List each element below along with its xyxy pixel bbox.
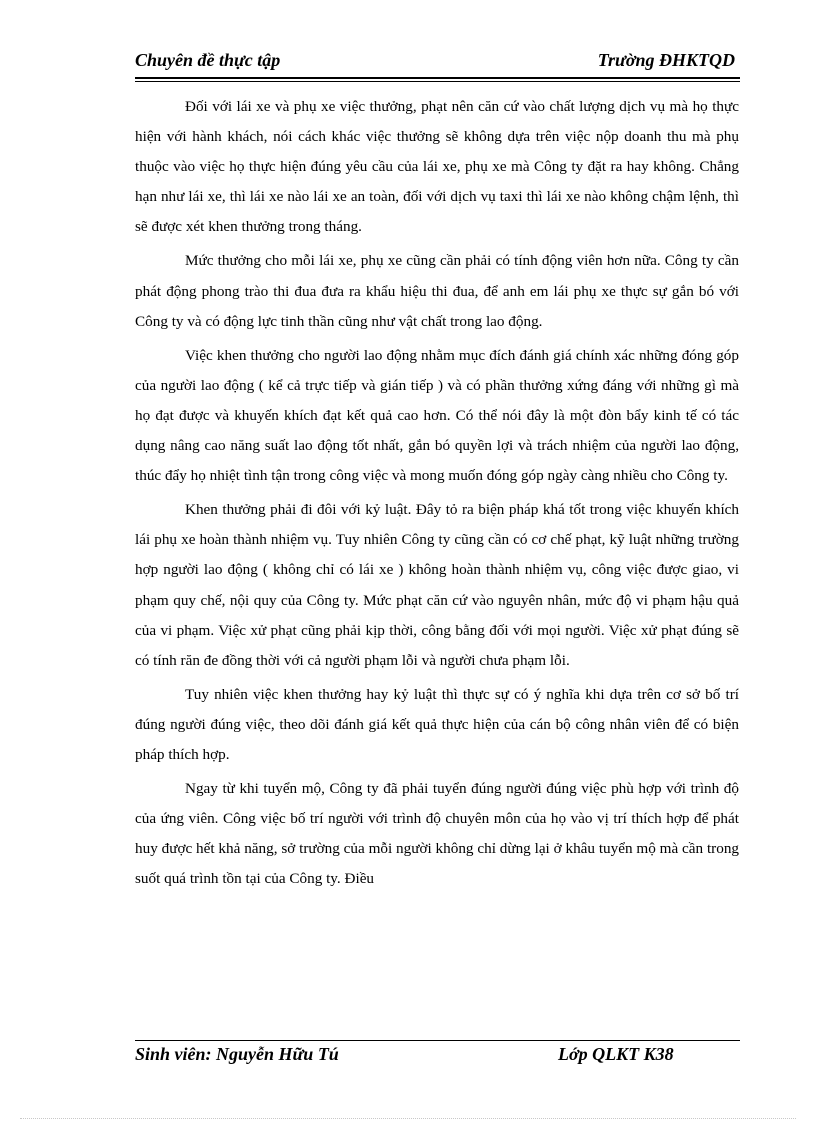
header-divider bbox=[135, 77, 740, 82]
paragraph: Khen thưởng phải đi đôi với kỷ luật. Đây tỏ ra biện pháp khá tốt trong việc khuyến khích lái phụ xe hoàn thành nhiệm vụ. Tuy nhiên Công ty cũng cần có cơ chế phạt, kỹ luật những trường hợp người lao động ( không chỉ có lái xe ) không hoàn thành nhiệm vụ, công việc được giao, vi phạm quy chế, nội quy của Công ty. Mức phạt căn cứ vào nguyên nhân, mức độ vi phạm hậu quả của vi phạm. Việc xử phạt cũng phải kịp thời, công bằng đối với mọi người. Việc xử phạt đúng sẽ có tính răn đe đồng thời với cả người phạm lỗi và người chưa phạm lỗi. bbox=[135, 501, 739, 669]
paragraph: Mức thưởng cho mỗi lái xe, phụ xe cũng cần phải có tính động viên hơn nữa. Công ty cần phát động phong trào thi đua đưa ra khẩu hiệu thi đua, để anh em lái phụ xe thực sự gắn bó với Công ty và có động lực tinh thần cũng như vật chất trong lao động. bbox=[135, 252, 739, 330]
paragraph: Đối với lái xe và phụ xe việc thưởng, phạt nên căn cứ vào chất lượng dịch vụ mà họ thực hiện với hành khách, nói cách khác việc thưởng sẽ không dựa trên việc nộp doanh thu mà phụ thuộc vào việc họ thực hiện đúng yêu cầu của lái xe, phụ xe mà Công ty đặt ra hay không. Chẳng hạn như lái xe, thì lái xe nào lái xe an toàn, đối với dịch vụ taxi thì lái xe nào không chậm lệnh, thì sẽ được xét khen thưởng trong tháng. bbox=[135, 98, 739, 236]
page-footer bbox=[135, 1044, 735, 1066]
footer-divider bbox=[135, 1040, 740, 1041]
footer-student-name: Sinh viên: Nguyễn Hữu Tú bbox=[135, 1044, 339, 1064]
document-body bbox=[135, 92, 739, 898]
header-school-name: Trường ĐHKTQD bbox=[597, 50, 735, 70]
page-header bbox=[135, 50, 735, 72]
paragraph: Ngay từ khi tuyển mộ, Công ty đã phải tuyển đúng người đúng việc phù hợp với trình độ của ứng viên. Công việc bố trí người với trình độ chuyên môn của họ vào vị trí thích hợp để phát huy được hết khả năng, sở trường của mỗi người không chỉ dừng lại ở khâu tuyển mộ mà cần trong suốt quá trình tồn tại của Công ty. Điều bbox=[135, 780, 739, 888]
paragraph: Tuy nhiên việc khen thưởng hay kỷ luật thì thực sự có ý nghĩa khi dựa trên cơ sở bố trí đúng người đúng việc, theo dõi đánh giá kết quả thực hiện của cán bộ công nhân viên để có biện pháp thích hợp. bbox=[135, 685, 739, 763]
header-document-title: Chuyên đề thực tập bbox=[135, 50, 281, 70]
page-boundary bbox=[20, 1118, 796, 1119]
paragraph: Việc khen thưởng cho người lao động nhằm mục đích đánh giá chính xác những đóng góp của người lao động ( kể cả trực tiếp và gián tiếp ) và có phần thưởng xứng đáng với những gì mà họ đạt được và khuyến khích đạt kết quả cao hơn. Có thể nói đây là một đòn bẩy kinh tế có tác dụng nâng cao năng suất lao động tốt nhất, gắn bó quyền lợi và trách nhiệm của người lao động, thúc đẩy họ nhiệt tình tận trong công việc và mong muốn đóng góp ngày càng nhiều cho Công ty. bbox=[135, 346, 739, 485]
footer-class-name: Lớp QLKT K38 bbox=[558, 1044, 674, 1064]
